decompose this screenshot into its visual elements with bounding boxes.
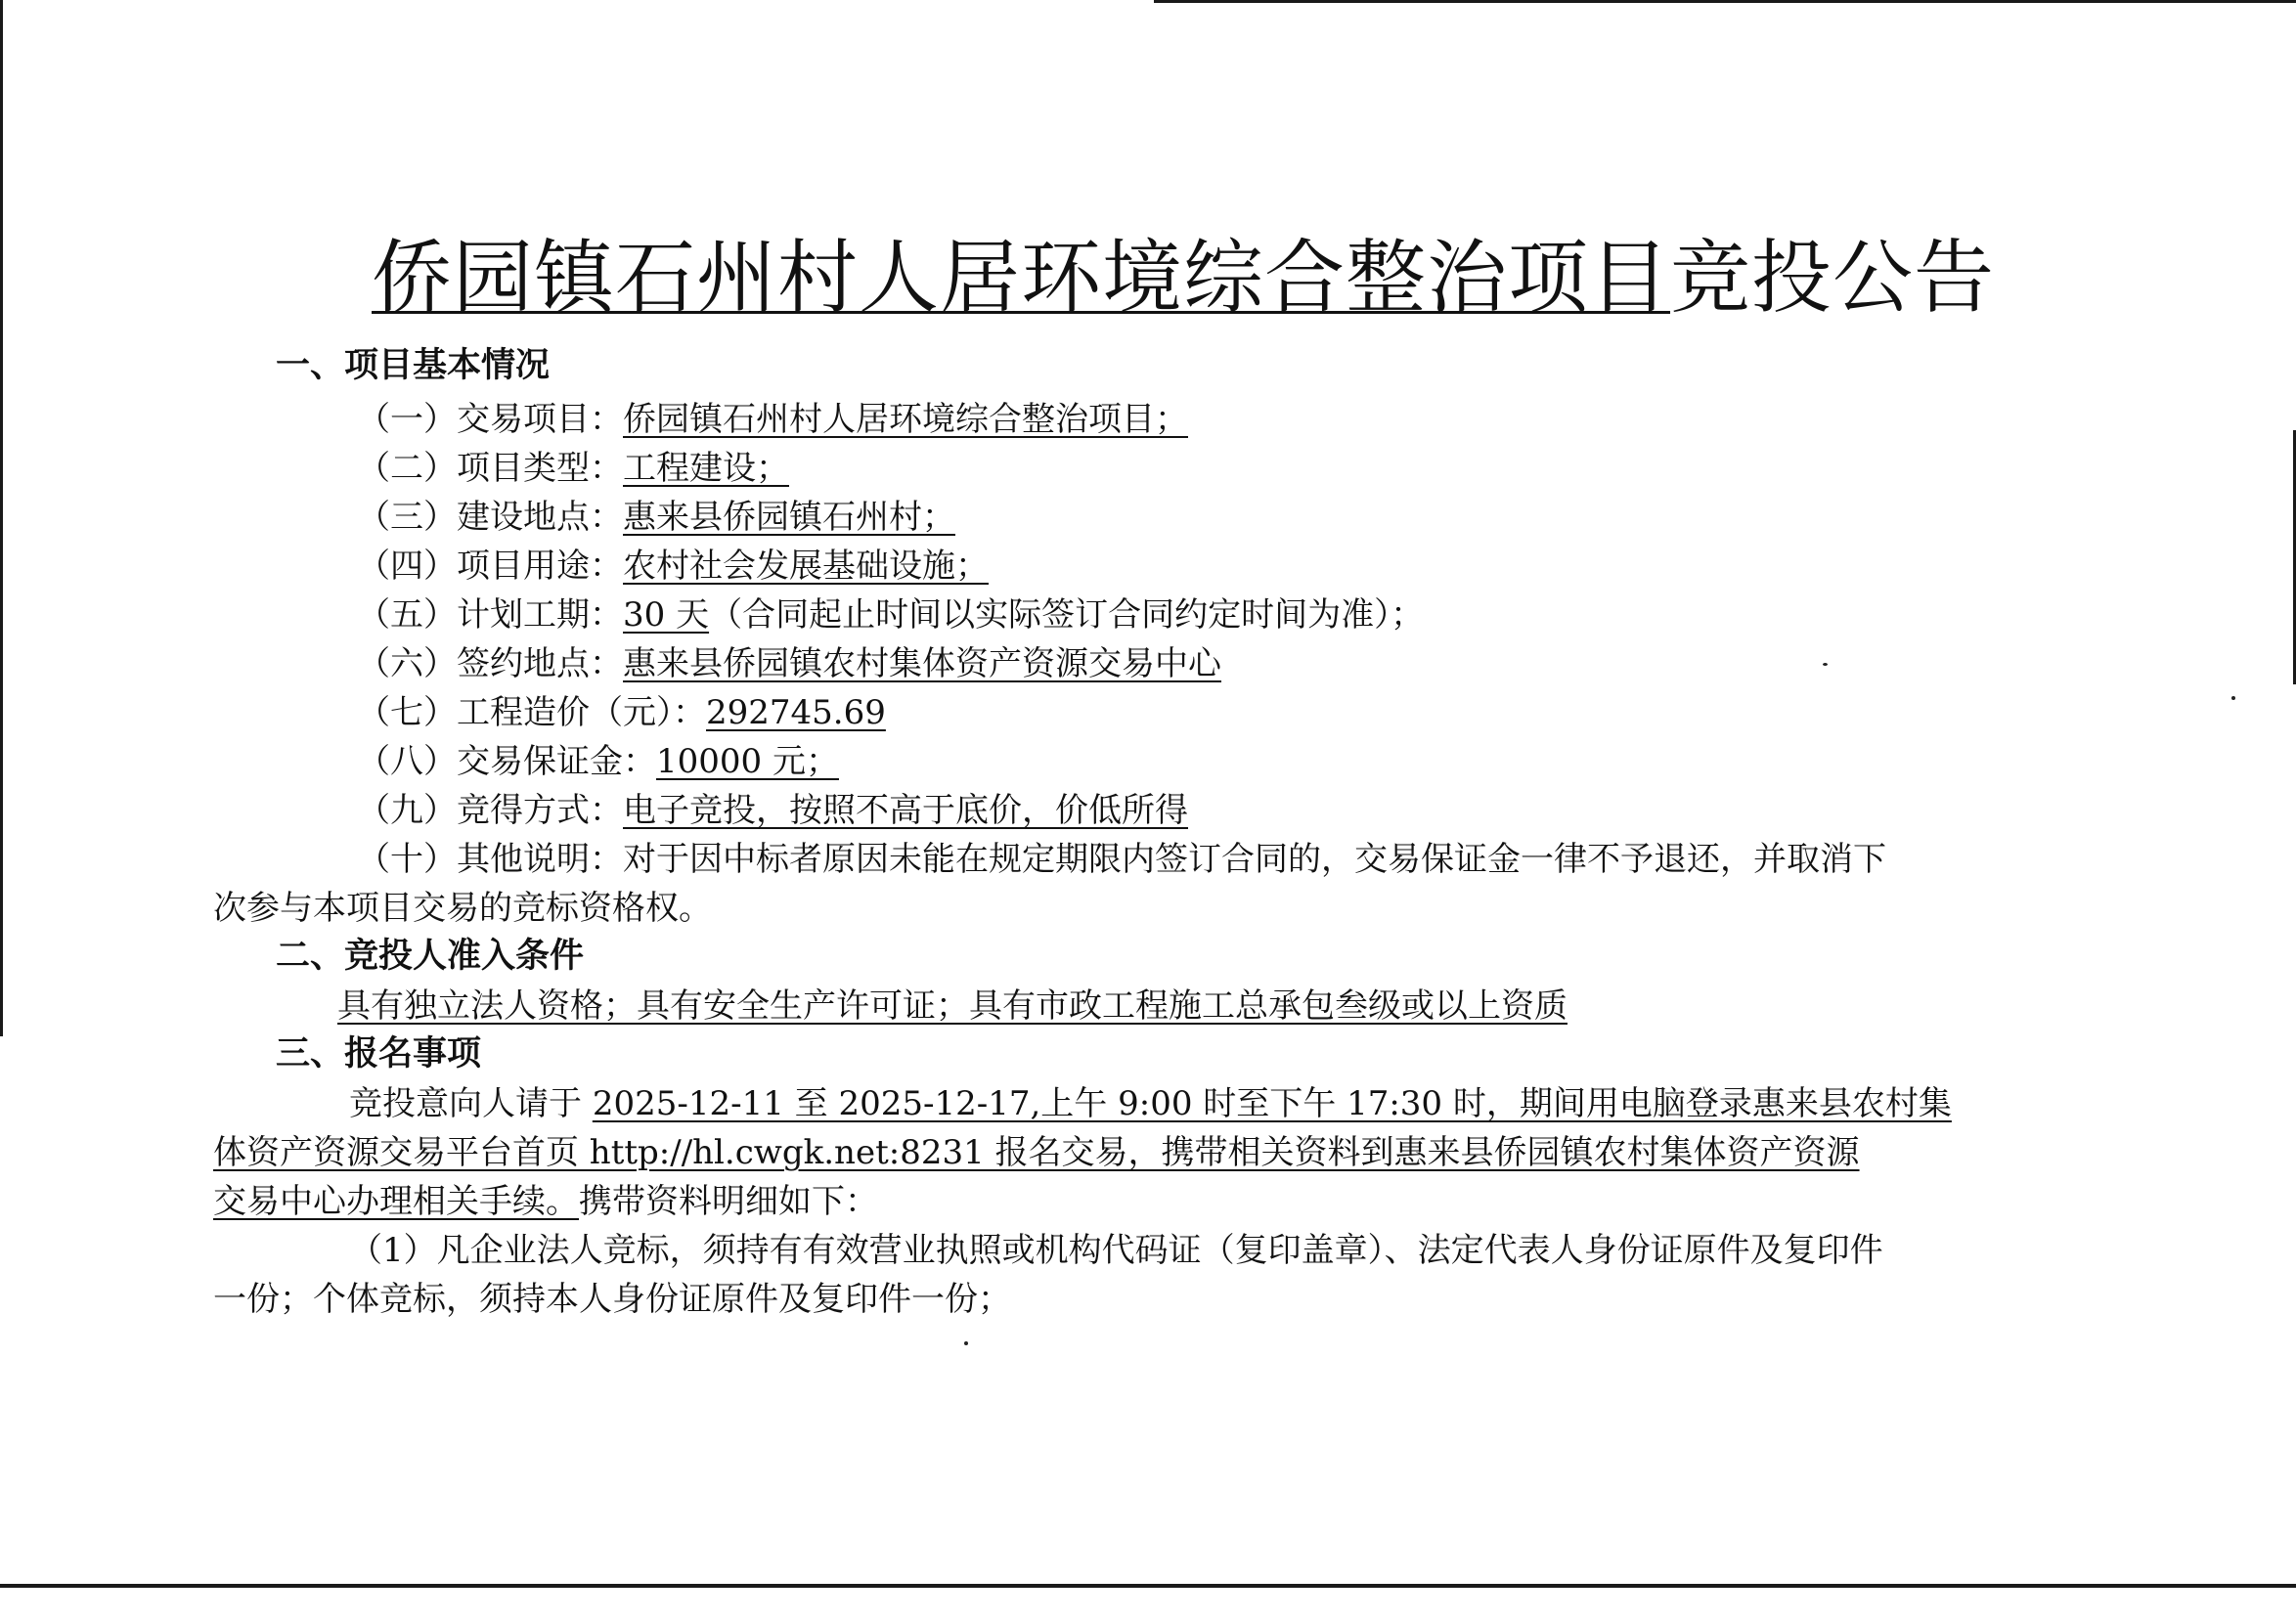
item-2-value: 工程建设； — [623, 449, 789, 488]
item-5-value: 30 天 — [623, 595, 710, 635]
item-6-value: 惠来县侨园镇农村集体资产资源交易中心 — [623, 644, 1221, 683]
item-3 — [357, 498, 955, 537]
item-9 — [357, 791, 1188, 830]
item-8-label: （八）交易保证金： — [357, 742, 656, 781]
materials-item-1-line-2: 一份；个体竞标，须持本人身份证原件及复印件一份； — [213, 1280, 1011, 1319]
scan-left-edge — [0, 0, 3, 1036]
item-1-value: 侨园镇石州村人居环境综合整治项目； — [623, 400, 1188, 439]
item-10-line-1: （十）其他说明：对于因中标者原因未能在规定期限内签订合同的，交易保证金一律不予退还，并取消下 — [357, 840, 1886, 879]
bidder-conditions: 具有独立法人资格；具有安全生产许可证；具有市政工程施工总承包叁级或以上资质 — [337, 986, 1567, 1026]
item-1-label: （一）交易项目： — [357, 400, 623, 439]
registration-line-2: 体资产资源交易平台首页 http://hl.cwgk.net:8231 报名交易，携带相关资料到惠来县侨园镇农村集体资产资源 — [213, 1133, 1860, 1172]
item-9-label: （九）竞得方式： — [357, 791, 623, 830]
scan-top-edge — [1154, 0, 2296, 3]
title-rest: 竞投公告 — [1670, 232, 1996, 325]
registration-line-3 — [213, 1182, 878, 1221]
scan-bottom-edge — [0, 1584, 2296, 1588]
materials-item-1-line-1: （1）凡企业法人竞标，须持有有效营业执照或机构代码证（复印盖章）、法定代表人身份证原件及复印件 — [349, 1231, 1883, 1270]
item-9-value: 电子竞投，按照不高于底价，价低所得 — [623, 791, 1188, 830]
scan-speck — [1823, 663, 1828, 666]
item-5-extra: （合同起止时间以实际签订合同约定时间为准）； — [709, 595, 1425, 635]
item-7 — [357, 693, 886, 732]
item-5-label: （五）计划工期： — [357, 595, 623, 635]
item-4-label: （四）项目用途： — [357, 547, 623, 586]
section-heading-2: 二、竞投人准入条件 — [276, 937, 585, 976]
scan-speck — [964, 1341, 968, 1345]
item-2 — [357, 449, 789, 488]
registration-period: 2025-12-11 至 2025-12-17,上午 9:00 时至下午 17:30 时，期间用电脑登录惠来县农村集 — [592, 1084, 1952, 1123]
registration-office: 交易中心办理相关手续。 — [213, 1182, 579, 1221]
scan-speck — [2231, 696, 2235, 700]
section-heading-1: 一、项目基本情况 — [276, 346, 551, 385]
item-10-line-2: 次参与本项目交易的竞标资格权。 — [213, 889, 712, 928]
item-8-value: 10000 元； — [656, 742, 839, 781]
item-4-value: 农村社会发展基础设施； — [623, 547, 989, 586]
item-7-value: 292745.69 — [706, 693, 886, 732]
document-title — [372, 232, 1996, 325]
section-heading-3: 三、报名事项 — [276, 1034, 482, 1073]
item-8 — [357, 742, 839, 781]
title-underlined: 侨园镇石州村人居环境综合整治项目 — [372, 232, 1671, 325]
item-3-label: （三）建设地点： — [357, 498, 623, 537]
item-6 — [357, 644, 1221, 683]
item-5 — [357, 595, 1425, 635]
item-4 — [357, 547, 989, 586]
item-3-value: 惠来县侨园镇石州村； — [623, 498, 955, 537]
item-1 — [357, 400, 1188, 439]
materials-intro: 携带资料明细如下： — [579, 1182, 878, 1221]
registration-intro: 竞投意向人请于 — [349, 1084, 593, 1123]
item-7-label: （七）工程造价（元）： — [357, 693, 706, 732]
item-2-label: （二）项目类型： — [357, 449, 623, 488]
registration-line-1 — [349, 1084, 1952, 1123]
item-6-label: （六）签约地点： — [357, 644, 623, 683]
